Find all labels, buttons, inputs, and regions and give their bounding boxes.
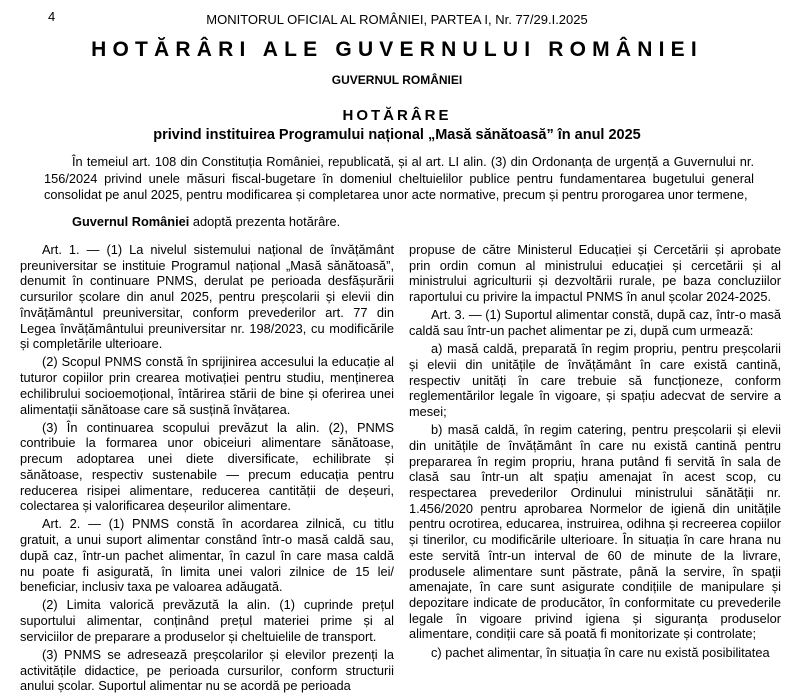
gazette-header: MONITORUL OFICIAL AL ROMÂNIEI, PARTEA I, Nr. 77/29.I.2025	[206, 12, 588, 27]
adoption-line	[72, 214, 340, 229]
paragraph: Art. 2. — (1) PNMS constă în acordarea zilnică, cu titlu gratuit, a unui suport alimentar constând într-o masă caldă sau, după caz, într-un pachet alimentar, în cazul în care masa caldă nu poate fi asigurată, în limita unei valori zilnice de 15 lei/ beneficiar, inclusiv taxa pe valoarea adăugată.	[20, 516, 394, 595]
paragraph: (2) Scopul PNMS constă în sprijinirea accesului la educație al tuturor copiilor prin crearea motivației pentru studiu, menținerea echilibrului socioemoțional, întărirea stării de bine și oferirea unei alimentații sănătoase care să susțină învățarea.	[20, 354, 394, 417]
page-number: 4	[48, 9, 56, 24]
document-subtitle: privind instituirea Programului național „Masă sănătoasă” în anul 2025	[153, 127, 641, 143]
preamble: În temeiul art. 108 din Constituția României, republicată, și al art. LI alin. (3) din Ordonanța de urgență a Guvernului nr. 156/2024 privind unele măsuri fiscal-bugetare în domeniul cheltuielilor publice pentru fundamentarea bugetului general consolidat pe anul 2025, pentru modificarea și completarea unor acte normative, precum și pentru prorogarea unor termene,	[44, 154, 754, 202]
adoption-subject: Guvernul României	[72, 214, 190, 229]
issuer: GUVERNUL ROMÂNIEI	[331, 73, 463, 87]
paragraph: (3) În continuarea scopului prevăzut la alin. (2), PNMS contribuie la formarea unor obiceiuri alimentare sănătoase, precum adoptarea unei diete diversificate, echilibrate și sănătoase, respectiv sustenabile — precum educația pentru reducerea risipei alimentare, reducerea cantității de deșeuri, colectarea și valorificarea deșeurilor alimentare.	[20, 419, 394, 514]
paragraph: (3) PNMS se adresează preșcolarilor și elevilor prezenți la activitățile didactice, pe perioada cursurilor, conform structurii anului școlar. Suportul alimentar nu se acordă pe perioada	[20, 647, 394, 694]
left-column	[20, 242, 394, 697]
right-column	[409, 242, 781, 663]
paragraph: c) pachet alimentar, în situația în care nu există posibilitatea	[431, 644, 770, 660]
paragraph: a) masă caldă, preparată în regim propriu, pentru preșcolarii și elevii din unitățile de învățământ în care există cantină, respectiv unități în care trebuie să funcționeze, conform reglementărilor legale în vigoare, și spațiu adecvat de servire a mesei;	[409, 341, 781, 420]
adoption-text: adoptă prezenta hotărâre.	[189, 214, 341, 229]
paragraph: (2) Limita valorică prevăzută la alin. (1) cuprinde prețul suportului alimentar, conținând prețul materiei prime și al serviciilor de preparare a produselor și cheltuielile de transport.	[20, 597, 394, 644]
document-type: HOTĂRÂRE	[342, 107, 452, 124]
paragraph: propuse de către Ministerul Educației și Cercetării și aprobate prin ordin comun al ministrului educației și cercetării și al ministrului agriculturii și dezvoltării rurale, pe baza concluziilor raportului cu privire la impactul PNMS în anul școlar 2024-2025.	[409, 242, 781, 305]
paragraph: b) masă caldă, în regim catering, pentru preșcolarii și elevii din unitățile de învățământ în care nu există cantină pentru prepararea în regim propriu, hrana putând fi servită în sala de clasă sau într-un alt spațiu amenajat în acest scop, cu respectarea prevederilor Ordinului ministrului sănătății nr. 1.456/2020 pentru aprobarea Normelor de igienă din unitățile pentru ocrotirea, educarea, instruirea, odihna și recreerea copiilor și tinerilor, cu modificările ulterioare. În situația în care hrana nu este servită într-un interval de 60 de minute de la livrare, produsele alimentare sunt păstrate, până la servire, în spații amenajate, în care sunt asigurate condițiile de manipulare și depozitare indicate de producător, în conformitate cu prevederile legale în vigoare privind igiena și siguranța produselor alimentare, condiții care să poată fi monitorizate și controlate;	[409, 422, 781, 642]
section-title: HOTĂRÂRI ALE GUVERNULUI ROMÂNIEI	[91, 38, 703, 61]
paragraph: Art. 3. — (1) Suportul alimentar constă, după caz, într-o masă caldă sau într-un pachet alimentar pe zi, după cum urmează:	[409, 307, 781, 339]
paragraph: Art. 1. — (1) La nivelul sistemului național de învățământ preuniversitar se instituie Programul național „Masă sănătoasă”, denumit în continuare PNMS, derulat pe perioada desfășurării cursurilor școlare din anul 2025, pentru preșcolarii și elevii din învățământul preuniversitar, conform prevederilor art. 77 din Legea învățământului preuniversitar nr. 198/2023, cu modificările și completările ulterioare.	[20, 242, 394, 352]
